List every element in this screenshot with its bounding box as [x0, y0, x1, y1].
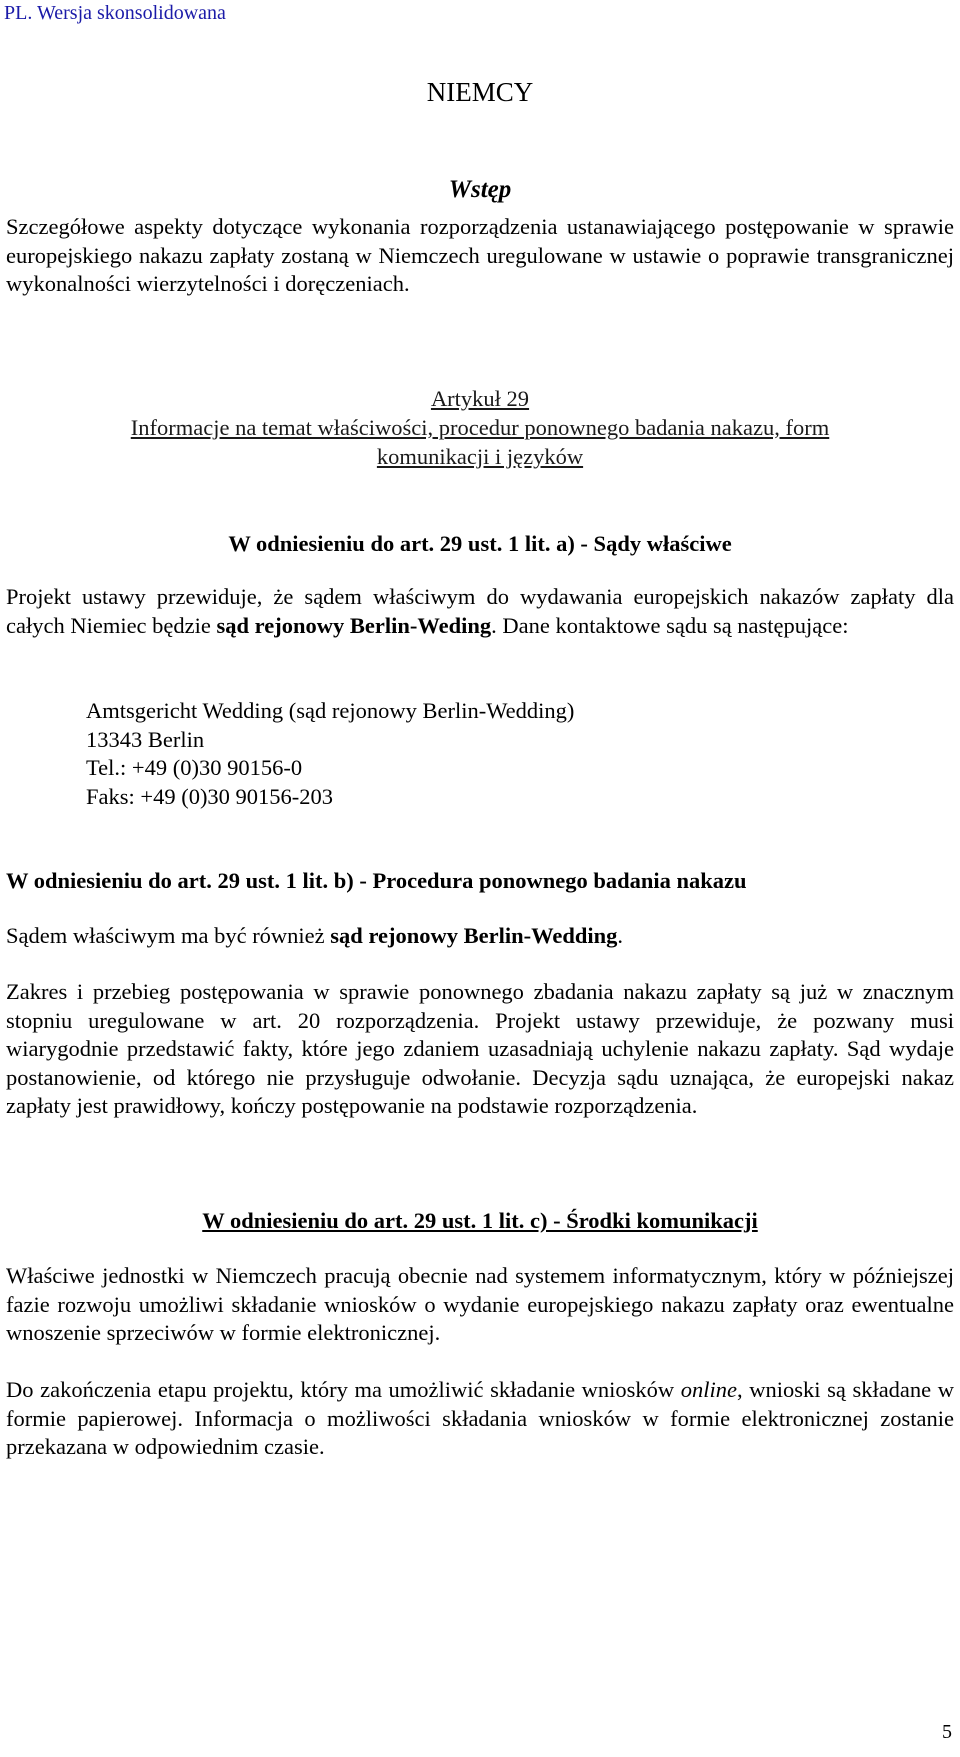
section-a-court-name: sąd rejonowy Berlin-Weding	[216, 612, 492, 638]
section-b-paragraph-2	[6, 978, 954, 1121]
article-subtitle: Informacje na temat właściwości, procedur ponownego badania nakazu, form komunikacji i języków	[130, 415, 830, 469]
section-b-text-1: Sądem właściwym ma być również	[6, 923, 331, 948]
section-a-heading: W odniesieniu do art. 29 ust. 1 lit. a) - Sądy właściwe	[228, 531, 732, 556]
section-c-para-2-b: , wnioski są składane w formie papierowej. Informacja o możliwości składania wniosków w formie elektronicznej zostanie przekazana w odpowiednim czasie.	[6, 1377, 954, 1459]
intro-text: Szczegółowe aspekty dotyczące wykonania rozporządzenia ustanawiającego postępowanie w sprawie europejskiego nakazu zapłaty zostaną w Niemczech uregulowane w ustawie o poprawie transgranicznej wykonalności wierzytelności i doręczeniach.	[6, 214, 954, 296]
section-b-court-name: sąd rejonowy Berlin-Wedding	[330, 923, 618, 948]
section-a-text-1: Projekt ustawy przewiduje, że sądem właściwym do wydawania europejskich nakazów zapłaty dla całych Niemiec będzie	[6, 584, 954, 638]
section-c-paragraph-2	[6, 1376, 954, 1462]
address-line-fax: Faks: +49 (0)30 90156-203	[86, 783, 334, 809]
intro-title: Wstęp	[448, 176, 512, 203]
article-title: Artykuł 29	[430, 386, 530, 411]
section-c-online-word: online	[680, 1377, 738, 1402]
court-address	[86, 697, 574, 811]
section-b-para-2-text: Zakres i przebieg postępowania w sprawie ponownego zbadania nakazu zapłaty są już w znacznym stopniu uregulowane w art. 20 rozporządzenia. Projekt ustawy przewiduje, że pozwany musi wiarygodnie przedstawić fakty, które jego zdaniem uzasadniają uchylenie nakazu zapłaty. Sąd wydaje postanowienie, od którego nie przysługuje odwołanie. Decyzja sądu uznająca, że europejski nakaz zapłaty jest prawidłowy, kończy postępowanie na podstawie rozporządzenia.	[6, 979, 954, 1118]
section-c-para-2-a: Do zakończenia etapu projektu, który ma umożliwić składanie wniosków	[6, 1377, 681, 1402]
section-a-text-2: . Dane kontaktowe sądu są następujące:	[491, 612, 849, 638]
article-heading	[0, 384, 960, 471]
page-number: 5	[942, 1721, 952, 1743]
section-c-heading-text: W odniesieniu do art. 29 ust. 1 lit. c) - Środki komunikacji	[202, 1208, 758, 1233]
country-title: NIEMCY	[426, 77, 534, 107]
section-b-text-2: .	[617, 923, 624, 948]
address-line-court: Amtsgericht Wedding (sąd rejonowy Berlin-Wedding)	[86, 698, 575, 723]
intro-paragraph	[6, 213, 954, 299]
address-line-city: 13343 Berlin	[86, 726, 205, 752]
section-c-para-1-text: Właściwe jednostki w Niemczech pracują obecnie nad systemem informatycznym, który w późniejszej fazie rozwoju umożliwi składanie wniosków o wydanie europejskiego nakazu zapłaty oraz ewentualne wnoszenie sprzeciwów w formie elektronicznej.	[6, 1263, 954, 1345]
section-c-heading	[0, 1207, 960, 1235]
address-line-phone: Tel.: +49 (0)30 90156-0	[86, 755, 303, 780]
section-a-paragraph	[6, 583, 954, 640]
section-b-heading: W odniesieniu do art. 29 ust. 1 lit. b) - Procedura ponownego badania nakazu	[6, 868, 747, 893]
section-b-paragraph-1	[6, 922, 954, 951]
section-c-paragraph-1	[6, 1262, 954, 1348]
document-header: PL. Wersja skonsolidowana	[4, 2, 226, 24]
